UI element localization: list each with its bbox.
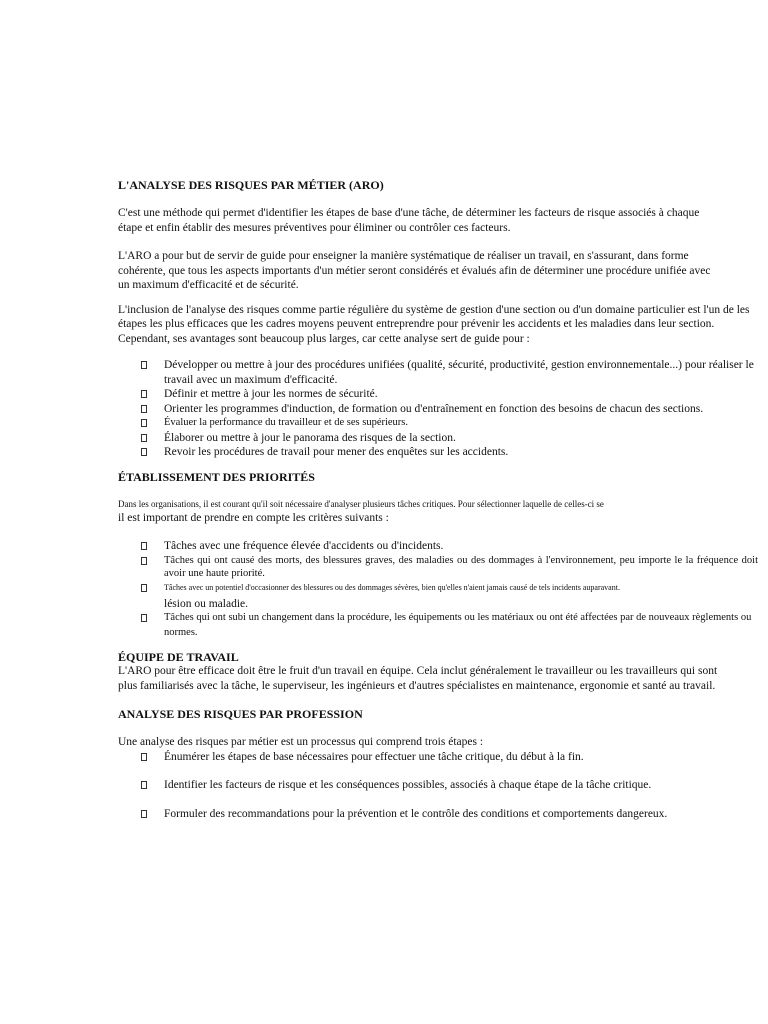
checkbox-glyph-icon [141, 584, 147, 592]
list-item-text: Tâches qui ont causé des morts, des blessures graves, des maladies ou des dommages à l'environnement, peu importe le la fréquence doit avoir une haute priorité. [164, 554, 758, 579]
checkbox-glyph-icon [141, 542, 147, 550]
section-title-team: ÉQUIPE DE TRAVAIL [118, 650, 239, 664]
priorities-criteria-list [118, 539, 758, 640]
checkbox-glyph-icon [141, 614, 147, 622]
paragraph-aro-definition: C'est une méthode qui permet d'identifier les étapes de base d'une tâche, de déterminer les facteurs de risque associés à chaque étape et enfin établir des mesures préventives pour éliminer ou contrôler ces facteurs. [118, 207, 700, 234]
list-item [164, 778, 758, 793]
list-item [164, 554, 758, 581]
list-item-continuation [164, 597, 758, 612]
list-item [164, 539, 758, 554]
list-item-text: Orienter les programmes d'induction, de formation ou d'entraînement en fonction des besoins de chacun des sections. [164, 402, 704, 415]
paragraph-priorities-intro: Dans les organisations, il est courant qu'il soit nécessaire d'analyser plusieurs tâches critiques. Pour sélectionner laquelle de celles-ci se [118, 498, 604, 509]
list-item [164, 402, 758, 417]
list-item [164, 358, 758, 387]
list-item-text: Identifier les facteurs de risque et les conséquences possibles, associés à chaque étape de la tâche critique. [164, 779, 652, 791]
checkbox-glyph-icon [141, 781, 147, 789]
checkbox-glyph-icon [141, 390, 147, 398]
checkbox-glyph-icon [141, 419, 147, 427]
list-item [164, 807, 758, 822]
checkbox-glyph-icon [141, 361, 147, 369]
list-item [164, 416, 758, 431]
paragraph-aro-purpose: L'ARO a pour but de servir de guide pour enseigner la manière systématique de réaliser un travail, en s'assurant, dans forme cohérente, que tous les aspects importants d'un métier seront considérés et évalués afin de déterminer une procédure unifiée avec un maximum d'efficacité et de sécurité. [118, 250, 711, 291]
list-item-text: lésion ou maladie. [164, 597, 248, 610]
checkbox-glyph-icon [141, 557, 147, 565]
checkbox-glyph-icon [141, 448, 147, 456]
list-item [164, 387, 758, 402]
paragraph-aro-inclusion: L'inclusion de l'analyse des risques comme partie régulière du système de gestion d'une section ou d'un domaine particulier est l'un de les étapes les plus efficaces que les cadres moyens peuvent entreprendre pour prévenir les accidents et les maladies dans leur section. Cependant, ses avantages sont beaucoup plus larges, car cette analyse sert de guide pour : [118, 303, 750, 345]
list-item-text: Définir et mettre à jour les normes de sécurité. [164, 388, 378, 400]
document-page [118, 178, 758, 821]
list-item-text: Formuler des recommandations pour la prévention et le contrôle des conditions et comportements dangereux. [164, 807, 668, 820]
list-item [164, 445, 758, 460]
checkbox-glyph-icon [141, 434, 147, 442]
list-item [164, 581, 758, 594]
list-item-text: Tâches avec un potentiel d'occasionner des blessures ou des dommages sévères, bien qu'elles n'aient jamais causé de tels incidents auparavant. [164, 582, 620, 592]
list-item-text: Énumérer les étapes de base nécessaires pour effectuer une tâche critique, du début à la fin. [164, 750, 584, 763]
list-item-text: Revoir les procédures de travail pour mener des enquêtes sur les accidents. [164, 446, 509, 458]
checkbox-glyph-icon [141, 810, 147, 818]
list-item-text: Tâches avec une fréquence élevée d'accidents ou d'incidents. [164, 540, 444, 552]
three-steps-list [118, 750, 758, 822]
checkbox-glyph-icon [141, 405, 147, 413]
section-title-risk-analysis-profession: ANALYSE DES RISQUES PAR PROFESSION [118, 707, 363, 721]
list-item-text: Élaborer ou mettre à jour le panorama des risques de la section. [164, 431, 456, 444]
section-title-priorities: ÉTABLISSEMENT DES PRIORITÉS [118, 469, 315, 484]
list-item-text: Tâches qui ont subi un changement dans la procédure, les équipements ou les matériaux ou ont été affectées par de nouveaux règlements ou normes. [164, 612, 752, 638]
list-item-text: Développer ou mettre à jour des procédures unifiées (qualité, sécurité, productivité, gestion environnementale...) pour réaliser le travail avec un maximum d'efficacité. [164, 359, 754, 386]
list-item-text: Évaluer la performance du travailleur et de ses supérieurs. [164, 417, 409, 428]
paragraph-team: L'ARO pour être efficace doit être le fruit d'un travail en équipe. Cela inclut généralement le travailleur ou les travailleurs qui sont plus familiarisés avec la tâche, le superviseur, les ingénieurs et d'autres spécialistes en maintenance, ergonomie et santé au travail. [118, 665, 718, 692]
paragraph-three-steps-intro: Une analyse des risques par métier est un processus qui comprend trois étapes : [118, 736, 484, 748]
aro-benefits-list [118, 358, 758, 460]
section-title-aro: L'ANALYSE DES RISQUES PAR MÉTIER (ARO) [118, 178, 384, 192]
list-item [164, 750, 758, 765]
paragraph-priorities-criteria: il est important de prendre en compte les critères suivants : [118, 511, 389, 524]
list-item [164, 611, 758, 640]
checkbox-glyph-icon [141, 753, 147, 761]
list-item [164, 431, 758, 446]
